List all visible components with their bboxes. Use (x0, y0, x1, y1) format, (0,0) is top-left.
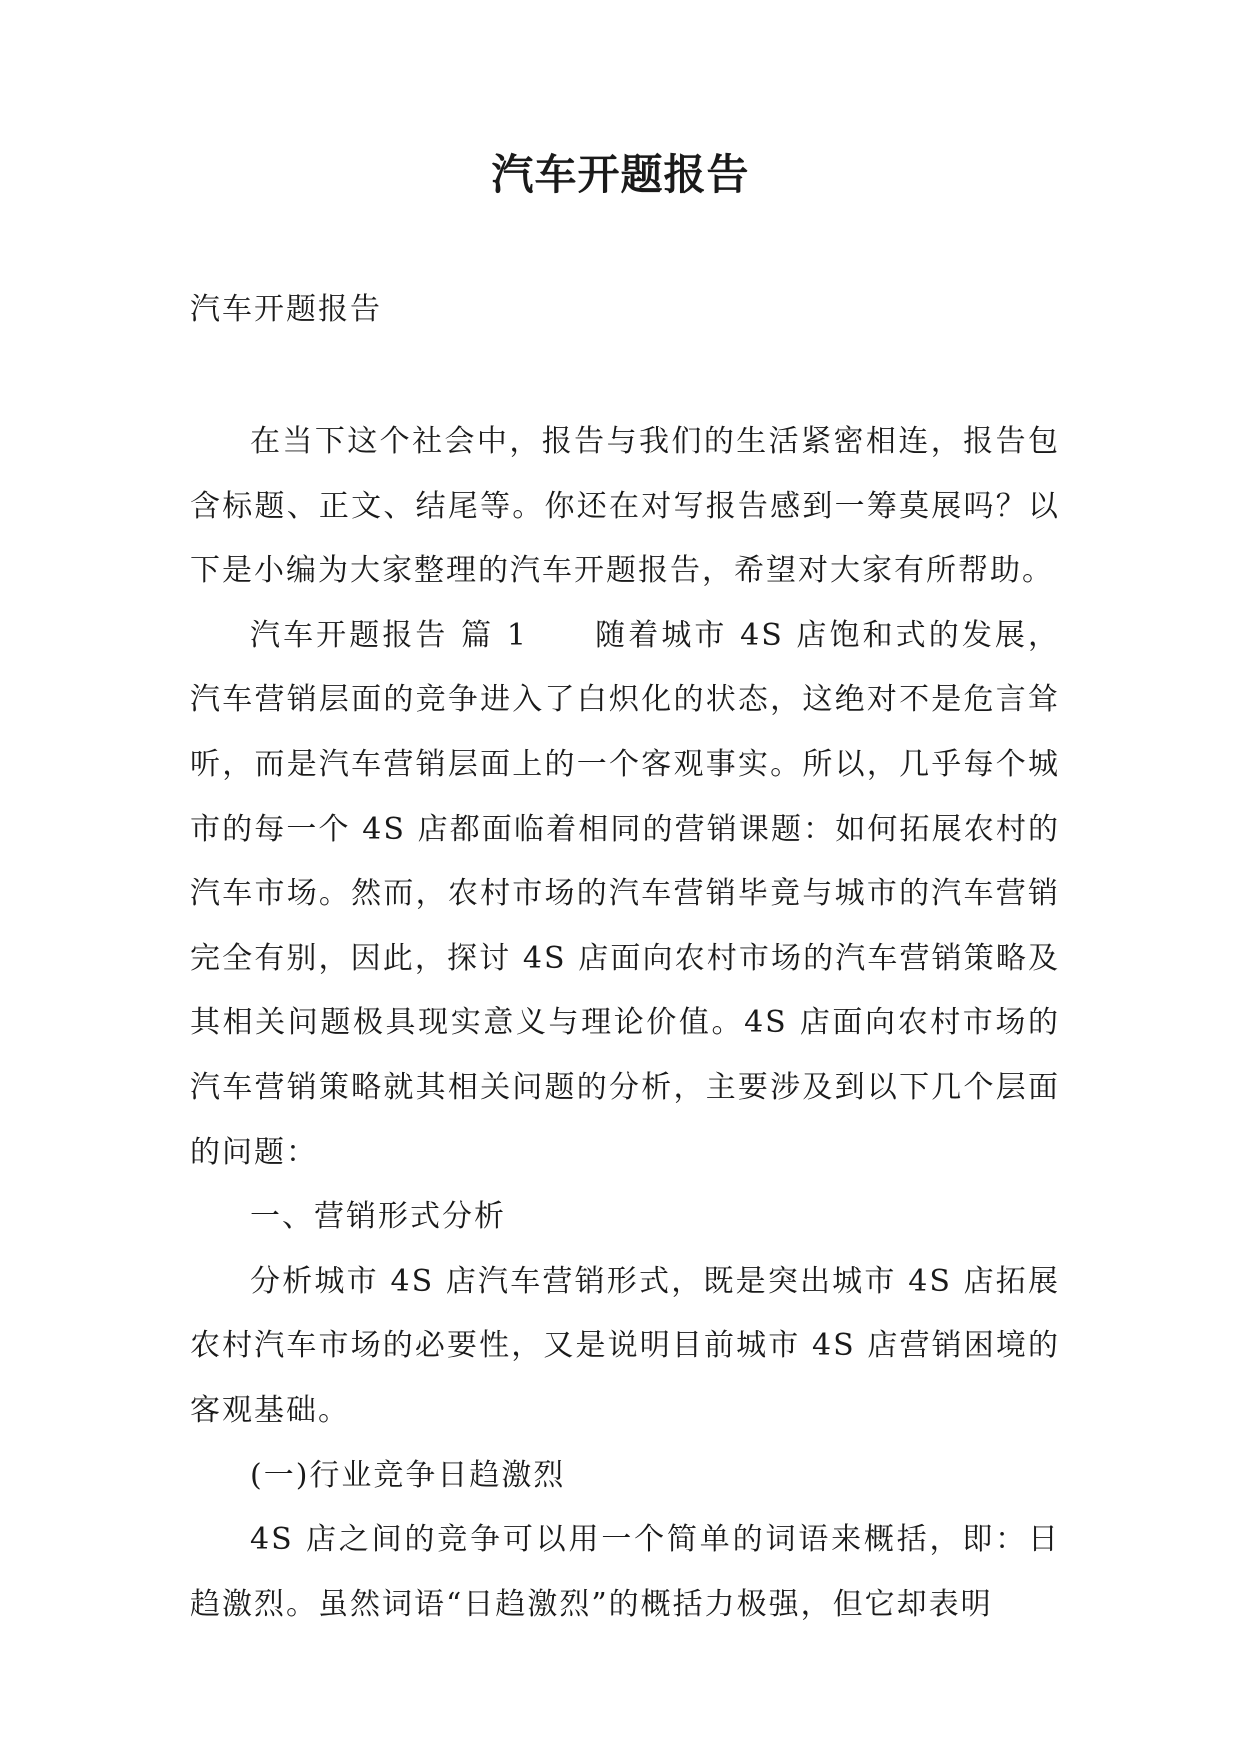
heading-marketing-analysis: 一、营销形式分析 (250, 1199, 506, 1235)
paragraph-intro: 在当下这个社会中，报告与我们的生活紧密相连，报告包含标题、正文、结尾等。你还在对写报告感到一筹莫展吗？以下是小编为大家整理的汽车开题报告，希望对大家有所帮助。 (190, 424, 1060, 589)
paragraph-competition: 4S 店之间的竞争可以用一个简单的词语来概括，即：日趋激烈。虽然词语“日趋激烈”的概括力极强，但它却表明 (190, 1522, 1060, 1622)
paragraph-marketing-analysis: 分析城市 4S 店汽车营销形式，既是突出城市 4S 店拓展农村汽车市场的必要性，又是说明目前城市 4S 店营销困境的客观基础。 (190, 1263, 1060, 1428)
document-title: 汽车开题报告 (491, 150, 750, 199)
heading-competition: (一)行业竞争日趋激烈 (250, 1457, 566, 1493)
paragraph-section-1: 汽车开题报告 篇 1 随着城市 4S 店饱和式的发展，汽车营销层面的竞争进入了白炽化的状态，这绝对不是危言耸听，而是汽车营销层面上的一个客观事实。所以，几乎每个城市的每一个 4S 店都面临着相同的营销课题：如何拓展农村的汽车市场。然而，农村市场的汽车营销毕竟与城市的汽车营销完全有别，因此，探讨 4S 店面向农村市场的汽车营销策略及其相关问题极具现实意义与理论价值。4S 店面向农村市场的汽车营销策略就其相关问题的分析，主要涉及到以下几个层面的问题： (190, 617, 1060, 1170)
document-body (190, 410, 1060, 1637)
document-subtitle: 汽车开题报告 (190, 292, 382, 327)
